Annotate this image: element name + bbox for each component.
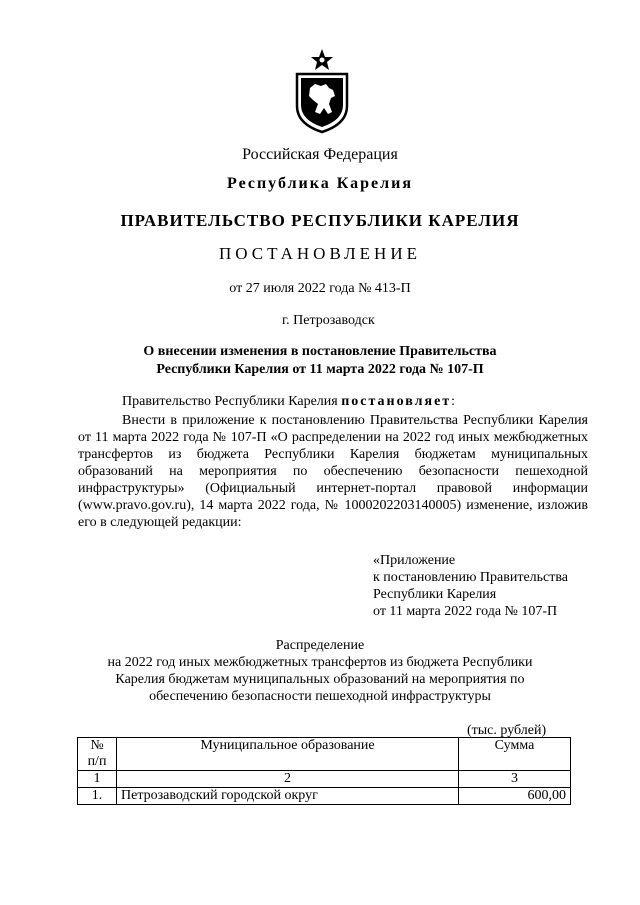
appendix-line: к постановлению Правительства bbox=[373, 570, 569, 585]
document-title bbox=[0, 343, 640, 379]
distribution-line: на 2022 год иных межбюджетных трансфертов из бюджета Республики bbox=[107, 655, 533, 670]
table-header-row bbox=[78, 738, 571, 771]
preamble-text: Правительство Республики Карелия bbox=[122, 394, 342, 409]
preamble-keyword: постановляет bbox=[341, 394, 452, 409]
distribution-line: обеспечению безопасности пешеходной инфраструктуры bbox=[149, 689, 491, 704]
table-units: (тыс. рублей) bbox=[467, 723, 547, 738]
distribution-line: Распределение bbox=[275, 638, 365, 653]
appendix-header bbox=[373, 552, 568, 620]
table-col-number-row bbox=[78, 771, 571, 788]
row-num: 1. bbox=[78, 788, 117, 805]
appendix-line: «Приложение bbox=[373, 553, 456, 568]
header-entity: Муниципальное образование bbox=[117, 738, 459, 771]
karelia-coat-of-arms-icon bbox=[293, 48, 351, 134]
preamble-paragraph bbox=[78, 393, 588, 410]
document-date-number: от 27 июля 2022 года № 413-П bbox=[229, 281, 411, 296]
document-type: ПОСТАНОВЛЕНИЕ bbox=[218, 244, 421, 263]
col-number: 2 bbox=[117, 771, 459, 788]
distribution-title bbox=[0, 637, 640, 705]
col-number: 3 bbox=[459, 771, 571, 788]
title-line: О внесении изменения в постановление Правительства bbox=[143, 344, 497, 359]
main-paragraph: Внести в приложение к постановлению Правительства Республики Карелия от 11 марта 2022 года № 107-П «О распределении на 2022 год иных межбюджетных трансфертов из бюджета Республики Карелия бюджетам муниципальных образований на мероприятия по обеспечению безопасности пешеходной инфраструктуры» (Официальный интернет-портал правовой информации (www.pravo.gov.ru), 14 марта 2022 года, № 1000202203140005) изменение, изложив его в следующей редакции: bbox=[78, 413, 588, 530]
country-name: Российская Федерация bbox=[242, 146, 398, 163]
col-number: 1 bbox=[78, 771, 117, 788]
title-line: Республики Карелия от 11 марта 2022 года № 107-П bbox=[156, 362, 484, 377]
table-row bbox=[78, 788, 571, 805]
header-num: № п/п bbox=[78, 738, 117, 771]
row-entity: Петрозаводский городской округ bbox=[117, 788, 459, 805]
distribution-table bbox=[77, 737, 571, 805]
republic-name: Республика Карелия bbox=[227, 175, 413, 192]
government-name: ПРАВИТЕЛЬСТВО РЕСПУБЛИКИ КАРЕЛИЯ bbox=[120, 211, 520, 230]
distribution-line: Карелия бюджетам муниципальных образований на мероприятия по bbox=[115, 672, 525, 687]
appendix-line: от 11 марта 2022 года № 107-П bbox=[373, 604, 558, 619]
header-sum: Сумма bbox=[459, 738, 571, 771]
row-sum: 600,00 bbox=[459, 788, 571, 805]
appendix-line: Республики Карелия bbox=[373, 587, 497, 602]
preamble-colon: : bbox=[451, 394, 456, 409]
document-city: г. Петрозаводск bbox=[282, 313, 375, 328]
